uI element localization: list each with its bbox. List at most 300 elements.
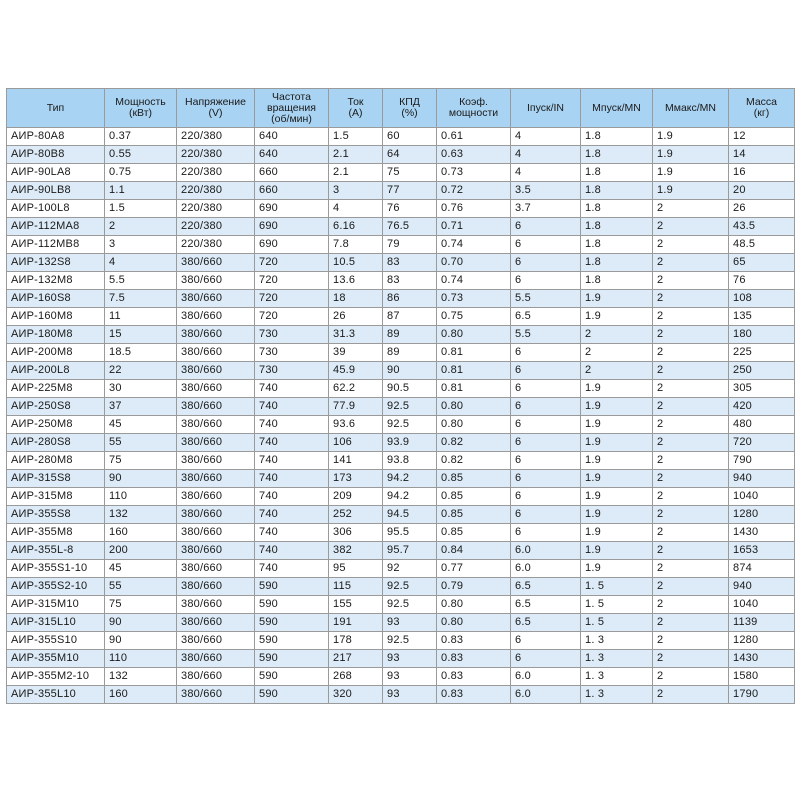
efficiency-cell: 93 <box>383 650 437 668</box>
speed-cell: 590 <box>255 686 329 704</box>
current-cell: 173 <box>329 470 383 488</box>
max-torque-cell: 2 <box>653 200 729 218</box>
header-start-torque: Mпуск/MN <box>581 89 653 128</box>
max-torque-cell: 2 <box>653 470 729 488</box>
current-cell: 77.9 <box>329 398 383 416</box>
type-cell: АИР-280М8 <box>7 452 105 470</box>
efficiency-cell: 64 <box>383 146 437 164</box>
power-cell: 30 <box>105 380 177 398</box>
max-torque-cell: 2 <box>653 236 729 254</box>
power-factor-cell: 0.76 <box>437 200 511 218</box>
mass-cell: 1040 <box>729 596 795 614</box>
max-torque-cell: 2 <box>653 524 729 542</box>
efficiency-cell: 95.5 <box>383 524 437 542</box>
mass-cell: 43.5 <box>729 218 795 236</box>
current-cell: 191 <box>329 614 383 632</box>
table-row <box>7 416 795 434</box>
type-cell: АИР-90LB8 <box>7 182 105 200</box>
speed-cell: 740 <box>255 560 329 578</box>
speed-cell: 740 <box>255 398 329 416</box>
max-torque-cell: 1.9 <box>653 182 729 200</box>
mass-cell: 940 <box>729 470 795 488</box>
type-cell: АИР-132S8 <box>7 254 105 272</box>
type-cell: АИР-355М8 <box>7 524 105 542</box>
efficiency-cell: 93 <box>383 614 437 632</box>
efficiency-cell: 93.9 <box>383 434 437 452</box>
power-cell: 2 <box>105 218 177 236</box>
start-current-cell: 4 <box>511 146 581 164</box>
start-torque-cell: 1.8 <box>581 128 653 146</box>
start-current-cell: 5.5 <box>511 326 581 344</box>
max-torque-cell: 2 <box>653 254 729 272</box>
voltage-cell: 380/660 <box>177 668 255 686</box>
max-torque-cell: 2 <box>653 290 729 308</box>
mass-cell: 480 <box>729 416 795 434</box>
speed-cell: 660 <box>255 182 329 200</box>
speed-cell: 740 <box>255 524 329 542</box>
max-torque-cell: 2 <box>653 614 729 632</box>
voltage-cell: 380/660 <box>177 254 255 272</box>
power-cell: 0.37 <box>105 128 177 146</box>
max-torque-cell: 2 <box>653 326 729 344</box>
table-row <box>7 326 795 344</box>
max-torque-cell: 2 <box>653 596 729 614</box>
efficiency-cell: 83 <box>383 254 437 272</box>
type-cell: АИР-180М8 <box>7 326 105 344</box>
table-row <box>7 650 795 668</box>
start-torque-cell: 1. 5 <box>581 614 653 632</box>
mass-cell: 76 <box>729 272 795 290</box>
start-torque-cell: 1.8 <box>581 236 653 254</box>
speed-cell: 720 <box>255 308 329 326</box>
start-torque-cell: 1.8 <box>581 164 653 182</box>
current-cell: 10.5 <box>329 254 383 272</box>
max-torque-cell: 2 <box>653 218 729 236</box>
start-torque-cell: 1.9 <box>581 416 653 434</box>
start-current-cell: 6 <box>511 254 581 272</box>
power-factor-cell: 0.63 <box>437 146 511 164</box>
voltage-cell: 380/660 <box>177 308 255 326</box>
speed-cell: 730 <box>255 362 329 380</box>
speed-cell: 740 <box>255 506 329 524</box>
power-factor-cell: 0.80 <box>437 326 511 344</box>
start-torque-cell: 1.8 <box>581 200 653 218</box>
power-factor-cell: 0.80 <box>437 398 511 416</box>
start-current-cell: 5.5 <box>511 290 581 308</box>
mass-cell: 135 <box>729 308 795 326</box>
voltage-cell: 380/660 <box>177 362 255 380</box>
start-current-cell: 6.5 <box>511 308 581 326</box>
max-torque-cell: 2 <box>653 560 729 578</box>
speed-cell: 690 <box>255 218 329 236</box>
start-current-cell: 6.5 <box>511 578 581 596</box>
table-row <box>7 380 795 398</box>
mass-cell: 250 <box>729 362 795 380</box>
power-cell: 4 <box>105 254 177 272</box>
type-cell: АИР-355L10 <box>7 686 105 704</box>
start-current-cell: 6 <box>511 344 581 362</box>
power-factor-cell: 0.74 <box>437 236 511 254</box>
power-cell: 45 <box>105 416 177 434</box>
max-torque-cell: 2 <box>653 272 729 290</box>
max-torque-cell: 2 <box>653 416 729 434</box>
start-current-cell: 6.0 <box>511 668 581 686</box>
table-row <box>7 218 795 236</box>
efficiency-cell: 79 <box>383 236 437 254</box>
start-torque-cell: 1.8 <box>581 272 653 290</box>
mass-cell: 1040 <box>729 488 795 506</box>
power-cell: 1.1 <box>105 182 177 200</box>
table-row <box>7 452 795 470</box>
mass-cell: 940 <box>729 578 795 596</box>
voltage-cell: 220/380 <box>177 182 255 200</box>
header-max-torque: Mмакс/MN <box>653 89 729 128</box>
current-cell: 6.16 <box>329 218 383 236</box>
start-current-cell: 6.0 <box>511 686 581 704</box>
start-current-cell: 6 <box>511 506 581 524</box>
speed-cell: 590 <box>255 632 329 650</box>
max-torque-cell: 2 <box>653 380 729 398</box>
mass-cell: 1790 <box>729 686 795 704</box>
current-cell: 252 <box>329 506 383 524</box>
voltage-cell: 380/660 <box>177 290 255 308</box>
table-row <box>7 614 795 632</box>
power-cell: 160 <box>105 524 177 542</box>
table-row <box>7 686 795 704</box>
start-torque-cell: 1.9 <box>581 290 653 308</box>
type-cell: АИР-112МА8 <box>7 218 105 236</box>
speed-cell: 590 <box>255 578 329 596</box>
start-current-cell: 6 <box>511 272 581 290</box>
mass-cell: 305 <box>729 380 795 398</box>
current-cell: 382 <box>329 542 383 560</box>
voltage-cell: 380/660 <box>177 506 255 524</box>
type-cell: АИР-90LA8 <box>7 164 105 182</box>
type-cell: АИР-355S8 <box>7 506 105 524</box>
mass-cell: 12 <box>729 128 795 146</box>
mass-cell: 1139 <box>729 614 795 632</box>
max-torque-cell: 2 <box>653 542 729 560</box>
efficiency-cell: 87 <box>383 308 437 326</box>
voltage-cell: 380/660 <box>177 632 255 650</box>
type-cell: АИР-80В8 <box>7 146 105 164</box>
power-factor-cell: 0.73 <box>437 290 511 308</box>
table-row <box>7 560 795 578</box>
type-cell: АИР-250S8 <box>7 398 105 416</box>
type-cell: АИР-355М10 <box>7 650 105 668</box>
power-factor-cell: 0.75 <box>437 308 511 326</box>
current-cell: 3 <box>329 182 383 200</box>
start-torque-cell: 1.9 <box>581 470 653 488</box>
speed-cell: 720 <box>255 272 329 290</box>
max-torque-cell: 2 <box>653 686 729 704</box>
current-cell: 2.1 <box>329 146 383 164</box>
start-torque-cell: 1.8 <box>581 254 653 272</box>
voltage-cell: 380/660 <box>177 578 255 596</box>
power-cell: 15 <box>105 326 177 344</box>
header-voltage: Напряжение (V) <box>177 89 255 128</box>
efficiency-cell: 76.5 <box>383 218 437 236</box>
mass-cell: 225 <box>729 344 795 362</box>
type-cell: АИР-80А8 <box>7 128 105 146</box>
current-cell: 115 <box>329 578 383 596</box>
speed-cell: 730 <box>255 344 329 362</box>
voltage-cell: 220/380 <box>177 218 255 236</box>
mass-cell: 1280 <box>729 506 795 524</box>
mass-cell: 790 <box>729 452 795 470</box>
speed-cell: 590 <box>255 668 329 686</box>
mass-cell: 20 <box>729 182 795 200</box>
start-torque-cell: 1. 3 <box>581 686 653 704</box>
start-current-cell: 6 <box>511 632 581 650</box>
type-cell: АИР-315S8 <box>7 470 105 488</box>
mass-cell: 1580 <box>729 668 795 686</box>
speed-cell: 730 <box>255 326 329 344</box>
start-torque-cell: 1.9 <box>581 506 653 524</box>
header-power: Мощность (кВт) <box>105 89 177 128</box>
start-torque-cell: 1.9 <box>581 452 653 470</box>
max-torque-cell: 2 <box>653 632 729 650</box>
power-cell: 90 <box>105 470 177 488</box>
mass-cell: 874 <box>729 560 795 578</box>
speed-cell: 740 <box>255 416 329 434</box>
speed-cell: 740 <box>255 380 329 398</box>
start-current-cell: 4 <box>511 164 581 182</box>
voltage-cell: 220/380 <box>177 146 255 164</box>
start-torque-cell: 2 <box>581 362 653 380</box>
power-cell: 18.5 <box>105 344 177 362</box>
power-factor-cell: 0.80 <box>437 596 511 614</box>
table-row <box>7 506 795 524</box>
max-torque-cell: 1.9 <box>653 128 729 146</box>
start-torque-cell: 1.8 <box>581 146 653 164</box>
header-start-current: Iпуск/IN <box>511 89 581 128</box>
voltage-cell: 380/660 <box>177 686 255 704</box>
power-cell: 110 <box>105 650 177 668</box>
voltage-cell: 380/660 <box>177 560 255 578</box>
max-torque-cell: 2 <box>653 452 729 470</box>
type-cell: АИР-160М8 <box>7 308 105 326</box>
efficiency-cell: 94.2 <box>383 488 437 506</box>
power-cell: 132 <box>105 668 177 686</box>
efficiency-cell: 93.8 <box>383 452 437 470</box>
table-row <box>7 668 795 686</box>
power-factor-cell: 0.85 <box>437 470 511 488</box>
voltage-cell: 380/660 <box>177 416 255 434</box>
current-cell: 106 <box>329 434 383 452</box>
power-factor-cell: 0.83 <box>437 686 511 704</box>
start-current-cell: 6 <box>511 416 581 434</box>
mass-cell: 26 <box>729 200 795 218</box>
start-current-cell: 3.5 <box>511 182 581 200</box>
mass-cell: 1430 <box>729 524 795 542</box>
voltage-cell: 380/660 <box>177 524 255 542</box>
table-header <box>7 89 795 128</box>
current-cell: 217 <box>329 650 383 668</box>
mass-cell: 14 <box>729 146 795 164</box>
type-cell: АИР-225М8 <box>7 380 105 398</box>
voltage-cell: 380/660 <box>177 380 255 398</box>
power-factor-cell: 0.80 <box>437 416 511 434</box>
power-factor-cell: 0.73 <box>437 164 511 182</box>
voltage-cell: 380/660 <box>177 434 255 452</box>
current-cell: 2.1 <box>329 164 383 182</box>
header-mass: Масса (кг) <box>729 89 795 128</box>
speed-cell: 740 <box>255 542 329 560</box>
mass-cell: 108 <box>729 290 795 308</box>
start-torque-cell: 1.9 <box>581 308 653 326</box>
power-factor-cell: 0.70 <box>437 254 511 272</box>
efficiency-cell: 92.5 <box>383 398 437 416</box>
mass-cell: 720 <box>729 434 795 452</box>
power-factor-cell: 0.83 <box>437 632 511 650</box>
current-cell: 306 <box>329 524 383 542</box>
start-torque-cell: 1. 3 <box>581 650 653 668</box>
power-cell: 7.5 <box>105 290 177 308</box>
type-cell: АИР-315М10 <box>7 596 105 614</box>
start-torque-cell: 1.9 <box>581 488 653 506</box>
power-factor-cell: 0.85 <box>437 524 511 542</box>
voltage-cell: 220/380 <box>177 164 255 182</box>
current-cell: 13.6 <box>329 272 383 290</box>
power-factor-cell: 0.85 <box>437 506 511 524</box>
power-cell: 45 <box>105 560 177 578</box>
table-body <box>7 128 795 704</box>
start-current-cell: 4 <box>511 128 581 146</box>
start-current-cell: 6 <box>511 524 581 542</box>
start-current-cell: 6.5 <box>511 596 581 614</box>
power-factor-cell: 0.84 <box>437 542 511 560</box>
mass-cell: 16 <box>729 164 795 182</box>
mass-cell: 1653 <box>729 542 795 560</box>
current-cell: 141 <box>329 452 383 470</box>
voltage-cell: 380/660 <box>177 542 255 560</box>
type-cell: АИР-200L8 <box>7 362 105 380</box>
speed-cell: 720 <box>255 290 329 308</box>
table-row <box>7 182 795 200</box>
speed-cell: 740 <box>255 434 329 452</box>
type-cell: АИР-315М8 <box>7 488 105 506</box>
power-cell: 132 <box>105 506 177 524</box>
power-factor-cell: 0.81 <box>437 362 511 380</box>
header-power-factor: Коэф. мощности <box>437 89 511 128</box>
current-cell: 93.6 <box>329 416 383 434</box>
efficiency-cell: 86 <box>383 290 437 308</box>
efficiency-cell: 60 <box>383 128 437 146</box>
table-row <box>7 434 795 452</box>
speed-cell: 590 <box>255 596 329 614</box>
efficiency-cell: 83 <box>383 272 437 290</box>
start-torque-cell: 2 <box>581 344 653 362</box>
mass-cell: 180 <box>729 326 795 344</box>
header-speed: Частота вращения (об/мин) <box>255 89 329 128</box>
type-cell: АИР-200М8 <box>7 344 105 362</box>
speed-cell: 690 <box>255 236 329 254</box>
power-factor-cell: 0.81 <box>437 380 511 398</box>
max-torque-cell: 2 <box>653 488 729 506</box>
start-torque-cell: 1. 3 <box>581 668 653 686</box>
start-torque-cell: 1.9 <box>581 524 653 542</box>
voltage-cell: 380/660 <box>177 488 255 506</box>
power-cell: 160 <box>105 686 177 704</box>
efficiency-cell: 92.5 <box>383 596 437 614</box>
power-cell: 0.75 <box>105 164 177 182</box>
max-torque-cell: 2 <box>653 362 729 380</box>
start-current-cell: 6 <box>511 380 581 398</box>
start-current-cell: 6 <box>511 452 581 470</box>
voltage-cell: 380/660 <box>177 398 255 416</box>
mass-cell: 420 <box>729 398 795 416</box>
voltage-cell: 380/660 <box>177 272 255 290</box>
power-cell: 22 <box>105 362 177 380</box>
power-cell: 37 <box>105 398 177 416</box>
type-cell: АИР-132М8 <box>7 272 105 290</box>
speed-cell: 640 <box>255 146 329 164</box>
power-factor-cell: 0.74 <box>437 272 511 290</box>
type-cell: АИР-355S2-10 <box>7 578 105 596</box>
start-torque-cell: 1.9 <box>581 542 653 560</box>
current-cell: 62.2 <box>329 380 383 398</box>
header-row <box>7 89 795 128</box>
current-cell: 31.3 <box>329 326 383 344</box>
start-current-cell: 3.7 <box>511 200 581 218</box>
start-torque-cell: 1. 5 <box>581 578 653 596</box>
table-row <box>7 470 795 488</box>
efficiency-cell: 92 <box>383 560 437 578</box>
current-cell: 39 <box>329 344 383 362</box>
max-torque-cell: 2 <box>653 434 729 452</box>
efficiency-cell: 92.5 <box>383 632 437 650</box>
type-cell: АИР-315L10 <box>7 614 105 632</box>
voltage-cell: 220/380 <box>177 200 255 218</box>
max-torque-cell: 2 <box>653 668 729 686</box>
mass-cell: 1280 <box>729 632 795 650</box>
power-factor-cell: 0.80 <box>437 614 511 632</box>
efficiency-cell: 94.5 <box>383 506 437 524</box>
efficiency-cell: 93 <box>383 686 437 704</box>
max-torque-cell: 1.9 <box>653 146 729 164</box>
power-factor-cell: 0.77 <box>437 560 511 578</box>
start-torque-cell: 1. 3 <box>581 632 653 650</box>
power-factor-cell: 0.82 <box>437 434 511 452</box>
current-cell: 178 <box>329 632 383 650</box>
voltage-cell: 380/660 <box>177 470 255 488</box>
efficiency-cell: 95.7 <box>383 542 437 560</box>
power-cell: 3 <box>105 236 177 254</box>
power-cell: 90 <box>105 614 177 632</box>
power-factor-cell: 0.61 <box>437 128 511 146</box>
efficiency-cell: 90 <box>383 362 437 380</box>
current-cell: 4 <box>329 200 383 218</box>
power-cell: 200 <box>105 542 177 560</box>
max-torque-cell: 2 <box>653 650 729 668</box>
type-cell: АИР-250М8 <box>7 416 105 434</box>
power-factor-cell: 0.83 <box>437 650 511 668</box>
start-torque-cell: 1. 5 <box>581 596 653 614</box>
table-row <box>7 272 795 290</box>
voltage-cell: 220/380 <box>177 128 255 146</box>
table-row <box>7 596 795 614</box>
current-cell: 320 <box>329 686 383 704</box>
current-cell: 268 <box>329 668 383 686</box>
start-current-cell: 6 <box>511 218 581 236</box>
header-type: Тип <box>7 89 105 128</box>
power-cell: 1.5 <box>105 200 177 218</box>
speed-cell: 640 <box>255 128 329 146</box>
power-factor-cell: 0.71 <box>437 218 511 236</box>
start-current-cell: 6.5 <box>511 614 581 632</box>
speed-cell: 660 <box>255 164 329 182</box>
